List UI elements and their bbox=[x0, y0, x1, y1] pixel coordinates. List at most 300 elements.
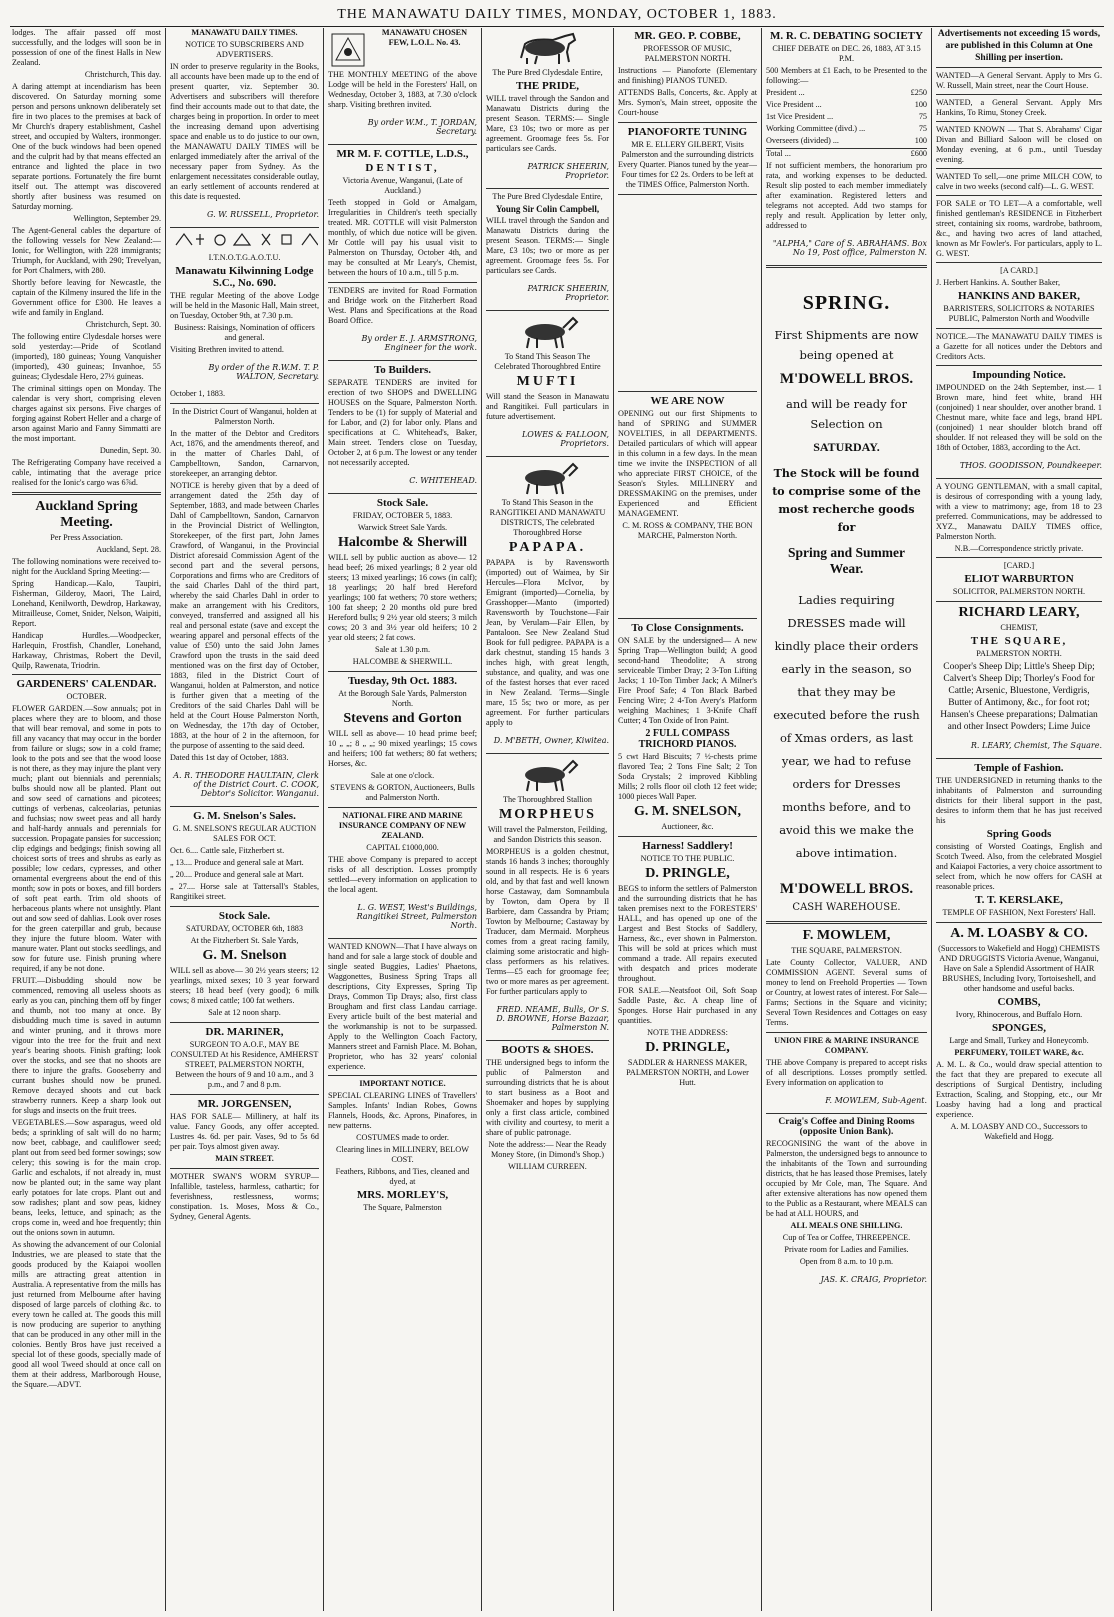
ad-body: SPECIAL CLEARING LINES of Travellers' Samples. Infants' Indian Robes, Gowns Flannels, Hoods, &c. Aprons, Pinafores, in new patterns. bbox=[328, 1091, 477, 1130]
dateline: Wellington, September 29. bbox=[73, 214, 161, 223]
ad-subheading: SADDLER & HARNESS MAKER, PALMERSTON NORTH, and Lower Hutt. bbox=[626, 1058, 749, 1087]
column-5 bbox=[614, 28, 762, 1611]
section-heading: GARDENERS' CALENDAR. bbox=[16, 678, 157, 690]
ad-signature: LOWES & FALLOON, Proprietors. bbox=[521, 430, 609, 448]
ad-subheading: PALMERSTON NORTH. bbox=[976, 649, 1062, 658]
ad-signature: C. WHITEHEAD. bbox=[409, 476, 477, 485]
snelson-sales-ad bbox=[170, 810, 319, 902]
ad-date: Dated this 1st day of October, 1883. bbox=[170, 753, 289, 762]
ad-body: NOTICE is hereby given that by a deed of arrangement dated the 25th day of September, 1883, and made between Charles Dahl of Campbelltown, Sandon, Carnarvon in the Provincial District of Wellington, Storekeeper, of the first part, John James Crawford, of Wanganui, in the Provincial District aforesaid Commission Agent of the second part and the several persons, Corporations and firms who are Creditors of the said Charles Dahl of the third part, whereby the said Charles Dahl in order to make an arrangement with his Creditors, conveyed, transferred and assigned all his real and personal estate (save and except the wearing apparel and personal effects of the value of £50) unto the said John James Crawford upon the trusts in the said deed mentioned was on the first day of October, 1883, filed in the District Court of Wanganui, holden at Palmerston, and notice is further given that a meeting of the Creditors of the said Charles Dahl will be held at the Court House Palmerston North, on Wednesday, the 17th day of October, 1883, at the hour of 2 in the afternoon, for the purpose of assenting to the said deed. bbox=[170, 481, 319, 750]
ad-body: Ivory, Rhinocerous, and Buffalo Horn. bbox=[955, 1010, 1083, 1019]
ad-subheading: Spring Goods bbox=[986, 828, 1052, 840]
ad-body: WILL travel through the Sandon and Manawatu Districts during the present Season. TERMS:— Single Mare, £3 10s; two or more as per agreement. Groomage fees 5s. For particulars see Cards. bbox=[486, 216, 609, 275]
classified-ad: FOR SALE or TO LET—A a comfortable, well finished gentleman's RESIDENCE in Fitzherbert street, containing six rooms, wardrobe, bathroom, &c., and having two acres of land attached, known as Mr Fowler's. For particulars, apply to L. G. WEST. bbox=[936, 199, 1102, 258]
divider bbox=[170, 1094, 319, 1095]
ad-time: Sale at one o'clock. bbox=[370, 771, 435, 780]
ad-address: NOTE THE ADDRESS: bbox=[647, 1028, 728, 1037]
prize-amount: 75 bbox=[918, 112, 927, 121]
ad-date: Tuesday, 9th Oct. 1883. bbox=[347, 675, 457, 687]
ad-signature: By order W.M., T. JORDAN, Secretary. bbox=[367, 118, 477, 136]
ad-subheading: PERFUMERY, TOILET WARE, &c. bbox=[954, 1048, 1084, 1057]
divider bbox=[618, 391, 757, 392]
ad-subheading: NOTICE TO SUBSCRIBERS AND ADVERTISERS. bbox=[185, 40, 304, 59]
divider bbox=[486, 753, 609, 754]
sale-line: „ 27.... Horse sale at Tattersall's Stables, Rangitikei street. bbox=[170, 882, 319, 901]
ad-body: MR E. ELLERY GILBERT, Visits Palmerston and the surrounding districts Every Quarter. Pianos tuned by the year—Four times for £2 2s. Orders to be left at the TIMES Office, Palmerston North. bbox=[618, 140, 757, 189]
sale-line: „ 13.... Produce and general sale at Mart. bbox=[170, 858, 304, 867]
blank-space bbox=[618, 198, 757, 388]
classified-ad: WANTED KNOWN — That S. Abrahams' Cigar Divan and Billiard Saloon will be closed on Monday evening, at 6 p.m., until Tuesday evening. bbox=[936, 125, 1102, 164]
pride-stallion-ad bbox=[486, 30, 609, 180]
ad-date: FRIDAY, OCTOBER 5, 1883. bbox=[352, 511, 453, 520]
divider bbox=[936, 195, 1102, 196]
ad-intro: To Stand This Season in the RANGITIKEI AND MANAWATU DISTRICTS, The celebrated Thoroughbred Horse bbox=[489, 498, 606, 537]
ad-body: BEGS to inform the settlers of Palmerston and the surrounding districts that he has taken premises next to the FORESTERS' HALL, and has opened up one of the Largest and Best Stocks of Saddlery, Harness, &c., ever shown in Palmerston. This will be sold at prices which must command a trade. All repairs executed with despatch and prices moderate throughout. bbox=[618, 884, 757, 983]
ad-heading: Stock Sale. bbox=[218, 910, 271, 922]
ad-heading: In the District Court of Wanganui, holden at Palmerston North. bbox=[172, 407, 317, 426]
divider bbox=[936, 557, 1102, 558]
prize-amount: £250 bbox=[910, 88, 927, 97]
temple-fashion-ad bbox=[936, 762, 1102, 918]
divider bbox=[936, 758, 1102, 759]
horse-icon bbox=[513, 460, 583, 496]
divider bbox=[12, 674, 161, 675]
ad-body: COSTUMES made to order. bbox=[356, 1133, 449, 1142]
national-insurance-ad bbox=[328, 811, 477, 930]
ad-heading: RICHARD LEARY, bbox=[958, 605, 1080, 620]
ad-signature: F. MOWLEM, Sub-Agent. bbox=[825, 1096, 927, 1105]
column-3 bbox=[324, 28, 482, 1611]
ad-heading: SPRING. bbox=[802, 292, 891, 314]
news-story: The following entire Clydesdale horses were sold yesterday:—Pride of Scotland (imported), 180 guineas; Young Vanquisher (imported), 430 guineas; Invanhoe, 55 guineas; Clydesdale Hero, 27½ guineas. bbox=[12, 332, 161, 381]
divider bbox=[936, 94, 1102, 95]
ad-subheading: Auctioneer, &c. bbox=[661, 822, 714, 831]
divider bbox=[486, 310, 609, 311]
ad-body: A. M. L. & Co., would draw special attention to the fact that they are prepared to execute all descriptions of Surgical Dentistry, including Extraction, Scaling, and Stopping, etc., our Mr Loasby having had a long and practical experience. bbox=[936, 1060, 1102, 1119]
prize-row bbox=[766, 136, 927, 146]
news-story: As showing the advancement of our Colonial Industries, we are pleased to state that the goods produced by the Kaiapoi woollen mills are attracting great attention in Australia. A representative from the mills has just returned from Melbourne after having disposed of large parcels of clothing &c. to every town he called at. The goods this mill is now producing are superior to anything that can be produced in any other mill in the colonies. Bently Bros have just received a special lot of these goods, specially made of good all wool Tweed should at once call on them at their address, Marlborough House, the Square.—ADVT. bbox=[12, 1240, 161, 1389]
ad-body: ATTENDS Balls, Concerts, &c. Apply at Mrs. Symon's, Main street, opposite the Court-house bbox=[618, 88, 757, 117]
ad-body: 5 cwt Hard Biscuits; 7 ½-chests prime flavored Tea; 2 Tons Fine Salt; 2 Ton Soda Crystals; 2 improved Kibbling Mills; 2 rolls floor oil cloth 12 feet wide; 1000 pieces Wall Paper. bbox=[618, 752, 757, 801]
divider bbox=[170, 1022, 319, 1023]
ad-address: Note the address:— Near the Ready Money Store, (in Dimond's Shop.) bbox=[488, 1140, 607, 1159]
ad-body: IMPOUNDED on the 24th September, inst.— 1 Brown mare, hind feet white, brand HH (conjoined) 1 near shoulder, over another brand. 1 Chestnut mare, white face and legs, brand HPL (conjoined) 1 near shoulder blotch brand off shoulder. If not released they will be sold on the 18th of October, 1883, according to the Act. bbox=[936, 383, 1102, 452]
ad-body: (Successors to Wakefield and Hogg) CHEMISTS AND DRUGGISTS Victoria Avenue, Wanganui, Have on Sale a Splendid Assortment of HAIR BRUSHES, Including Ivory, Tortoiseshell, and other handsome and useful backs. bbox=[938, 944, 1100, 993]
divider bbox=[618, 618, 757, 619]
ad-subheading: 2 FULL COMPASS TRICHORD PIANOS. bbox=[638, 728, 737, 750]
divider bbox=[936, 478, 1102, 479]
divider bbox=[936, 601, 1102, 602]
dateline: Dunedin, Sept. 30. bbox=[99, 446, 161, 455]
ad-signature: FRED. NEAME, Bulls, Or S. D. BROWNE, Horse Bazaar, Palmerston N. bbox=[496, 1005, 609, 1032]
divider bbox=[936, 328, 1102, 329]
news-story: The following nominations were received to-night for the Auckland Spring Meeting:— bbox=[12, 557, 161, 576]
ad-subheading: Spring and Summer Wear. bbox=[787, 545, 906, 576]
ad-heading: MANAWATU DAILY TIMES. bbox=[191, 28, 298, 37]
mowlem-ad bbox=[766, 928, 927, 1028]
pringle-saddler-ad bbox=[618, 840, 757, 1088]
mariner-ad bbox=[170, 1026, 319, 1090]
ad-body: THE regular Meeting of the above Lodge will be held in the Masonic Hall, Main street, on Tuesday, October 9th, at 7.30 p.m. bbox=[170, 291, 319, 320]
classified-ad: NOTICE.—The MANAWATU DAILY TIMES is a Gazette for all notices under the Debtors and Creditors Acts. bbox=[936, 332, 1102, 361]
ad-body: IN order to preserve regularity in the Books, all accounts have been made up to the end of present quarter, viz. September 30. Advertisers and subscribers will therefore find their accounts made out to that date, the charges being in proportion. In order to meet the increasing demand upon advertising space and enable us to do justice to our own, the MANAWATU DAILY TIMES will be enlarged immediately after the arrival of the necessary paper from Sydney. As the enlargement necessitates considerable outlay, an early settlement of accounts rendered at this date is requested. bbox=[170, 62, 319, 201]
divider bbox=[328, 807, 477, 808]
ad-body: WILL sell by public auction as above— 12 head beef; 26 mixed yearlings; 8 2 year old steers; 13 mixed yearlings; 16 cows (in calf); 18 yearlings; 20 half bred Hereford yearlings; 100 fat wethers; 70 store wethers; 100 fat sheep; 2 20 months old pure bred Hereford bulls; 9 2½ year old steers; 3 milch cows; 20 3 and 3½ year old heifers; 10 2 year old steers; 2 fat cows. bbox=[328, 553, 477, 642]
union-insurance-ad bbox=[766, 1036, 927, 1105]
ad-signature: C. M. ROSS & COMPANY, THE BON MARCHE, Palmerston North. bbox=[622, 521, 753, 540]
ad-heading: M. R. C. DEBATING SOCIETY bbox=[770, 30, 923, 42]
news-story: Handicap Hurdles.—Woodpecker, Harlequin, Frostfish, Chandler, Lonehand, Harkaway, Christmas, Robert the Devil, Quilp, Rawenata, Triodrin. bbox=[12, 631, 161, 670]
ad-signature: A. R. THEODORE HAULTAIN, Clerk of the District Court. C. COOK, Debtor's Solicitor. Wanganui. bbox=[173, 771, 319, 798]
prize-table bbox=[766, 88, 927, 159]
prize-row bbox=[766, 100, 927, 110]
ad-place: Warwick Street Sale Yards. bbox=[357, 523, 448, 532]
ad-heading: MR M. F. COTTLE, L.D.S., bbox=[336, 148, 469, 160]
ad-body: RECOGNISING the want of the above in Palmerston, the undersigned begs to announce to the inhabitants of the Town and surrounding districts, that he has leased those Premises, lately occupied by Mr Cole, man, The Square. And after extensive alterations has now opened them to the Public as a Restaurant, where MEALS can be had at ALL HOURS, and bbox=[766, 1139, 927, 1218]
ad-body: PAPAPA is by Ravensworth (imported) out of Waimea, by Sir Hercules—Flora McIvor, by Emigrant (imported)—Cornelia, by Grasshopper—Manto (imported) Ravensworth by Touchstone—Fair Jean, by Verulam—Fair Ellen, by Pantaloon. See New Zealand Stud Book for full pedigree. PAPAPA is a dark chestnut, standing 15 hands 3 inches high, with great length, substance, and quality, and was one of the fastest horses that ever raced in New Zealand. Terms—Single mare, 15 5s; two or more, as per agreement. For further particulars apply to bbox=[486, 558, 609, 727]
subheading: OCTOBER. bbox=[66, 692, 107, 701]
sale-line: Oct. 6.... Cattle sale, Fitzherbert st. bbox=[170, 846, 285, 855]
ad-heading: Young Sir Colin Campbell, bbox=[495, 204, 600, 214]
auctioneer-name: G. M. Snelson bbox=[202, 948, 287, 963]
we-are-now-ad bbox=[618, 395, 757, 541]
ad-body: SURGEON TO A.O.F., MAY BE CONSULTED At his Residence, AMHERST STREET, PALMERSTON NORTH, Between the hours of 9 and 10 a.m., and 3 p.m., and 7 and 8 p.m. bbox=[170, 1040, 319, 1089]
dateline: Auckland, Sept. 28. bbox=[96, 545, 161, 554]
card-label: [A CARD.] bbox=[1000, 266, 1038, 275]
warburton-ad bbox=[936, 561, 1102, 597]
divider bbox=[936, 121, 1102, 122]
divider bbox=[328, 938, 477, 939]
ad-body: Cup of Tea or Coffee, THREEPENCE. bbox=[782, 1233, 911, 1242]
tenders-ad bbox=[328, 286, 477, 352]
ad-heading: Craig's Coffee and Dining Rooms (opposite Union Bank). bbox=[778, 1117, 915, 1137]
wanted-known-ad: WANTED KNOWN—That I have always on hand and for sale a large stock of double and single seated Buggies, Ladies' Phaetons, Waggonettes, Business Spring Traps all descriptions, City Expresses, Spring Tip Drays, Common Tip Drays; also, first class Brougham and first class Landau carriage. Every article built of the best material and the workmanship is not to be surpassed. Apply to the Wellington Coach Factory, Manners street and Farnish Place. M. Bohan, Proprietor, who has 32 years' colonial experience. bbox=[328, 942, 477, 1071]
ad-subheading: Will travel the Palmerston, Feilding, and Sandon Districts this season. bbox=[487, 825, 608, 844]
lodge-symbol: I.T.N.O.T.G.A.O.T.U. bbox=[208, 253, 281, 262]
card-names: J. Herbert Hankins. A. Souther Baker, bbox=[936, 278, 1061, 287]
colin-campbell-ad bbox=[486, 192, 609, 302]
ad-signature: T. T. KERSLAKE, bbox=[975, 894, 1063, 906]
divider bbox=[328, 1075, 477, 1076]
ad-heading: THE PRIDE, bbox=[516, 80, 579, 92]
ad-heading: Impounding Notice. bbox=[972, 369, 1066, 381]
mcdowell-spring-ad bbox=[766, 272, 927, 917]
ad-heading: ELIOT WARBURTON bbox=[964, 573, 1074, 585]
ad-body: Teeth stopped in Gold or Amalgam, Irregularities in Children's teeth specially treated. MR. COTTLE will visit Palmerston monthly, of which due notice will be given. Mr Cottle will pay his usual visit to Palmerston on Thursday, October 4th, and may be consulted at Mr Leary's, Chemist, between the hours of 10 a.m., till 5 p.m. bbox=[328, 198, 477, 277]
dateline: Christchurch, This day. bbox=[84, 70, 161, 79]
cobbe-music-ad bbox=[618, 30, 757, 118]
ad-heading: MORPHEUS bbox=[499, 807, 596, 822]
ad-date: October 1, 1883. bbox=[170, 389, 226, 398]
ad-heading: To Close Consignments. bbox=[631, 622, 744, 634]
prize-label: Working Committee (divd.) ... bbox=[766, 124, 866, 133]
ad-day: SATURDAY. bbox=[813, 440, 880, 454]
ad-body: OPENING out our first Shipments to hand of SPRING and SUMMER NOVELTIES, in all DEPARTMENTS. Detailed particulars of which will appear in this column in a few days. In the mean time we invite the INSPECTION of all who appreciate FIRST CHOICE, of the Season's Styles. MILLINERY and DRESSMAKING on the premises, under Experienced and Efficient MANAGEMENT. bbox=[618, 409, 757, 518]
prize-row bbox=[766, 112, 927, 122]
ad-heading: A. M. LOASBY & CO. bbox=[950, 926, 1088, 941]
news-story: FRUIT.—Disbudding should now be commenced, removing all useless shoots as early as you can, pinching them off by finger and thumb, not too many at once. By disbudding much time is saved in autumn and winter pruning, and it throws more vigour into the tree for the fruit and next year's bearing shoots. Finish grafting; look over the stocks, and see that no shoots are there to injure the grafts. Gooseberry and currant bushes should now be pruned. Remove decayed shoots and cut back strawberry runners. Keep a sharp look out for slugs and insects on the fruit trees. bbox=[12, 976, 161, 1115]
classified-note: N.B.—Correspondence strictly private. bbox=[954, 544, 1084, 553]
debating-society-ad bbox=[766, 30, 927, 257]
ad-heading: G. M. Snelson's Sales. bbox=[193, 810, 296, 822]
ad-subheading: CHEMIST, bbox=[1000, 623, 1038, 632]
piano-tuning-ad bbox=[618, 126, 757, 190]
ad-heading: PAPAPA. bbox=[508, 540, 587, 555]
ad-body: Business: Raisings, Nomination of officers and general. bbox=[174, 323, 315, 342]
divider bbox=[936, 922, 1102, 923]
halcombe-stock-ad bbox=[328, 497, 477, 667]
horse-icon bbox=[513, 30, 583, 66]
ad-address: The Square, Palmerston bbox=[363, 1203, 442, 1212]
column-2 bbox=[166, 28, 324, 1611]
divider bbox=[328, 493, 477, 494]
ad-body: Clearing lines in MILLINERY, BELOW COST. bbox=[336, 1145, 469, 1164]
ad-heading: To Builders. bbox=[373, 364, 432, 376]
cottle-dentist-ad bbox=[328, 148, 477, 278]
prize-label: President ... bbox=[766, 88, 805, 97]
hankins-baker-ad bbox=[936, 266, 1102, 324]
prize-amount: 100 bbox=[914, 136, 927, 145]
jorgensen-ad bbox=[170, 1098, 319, 1164]
papapa-ad bbox=[486, 460, 609, 745]
dateline: Christchurch, Sept. 30. bbox=[85, 320, 161, 329]
ad-signature: D. M'BETH, Owner, Kiwitea. bbox=[493, 736, 609, 745]
ad-heading: WE ARE NOW bbox=[650, 395, 725, 407]
divider bbox=[618, 122, 757, 123]
ad-heading: Temple of Fashion. bbox=[974, 762, 1064, 774]
news-story: VEGETABLES.—Sow asparagus, weed old beds; a sprinkling of salt will do no harm; now beet, cabbage, and cauliflower seed; plant out from seed bed former sowings; sow celery; this sowing is for the main crop. Garlic and eschalots, if not already in, must now be planted out; in the same way plant early potatoes for late crops. Plant out and sow radishes; plant and sow peas, kidney beans, leeks, lettuce, and spinach; as the crops come in, weed and hoe frequently; thin out the onions sown in autumn. bbox=[12, 1118, 161, 1237]
stevens-gorton-ad bbox=[328, 675, 477, 803]
classified-ad: WANTED, a General Servant. Apply Mrs Hankins, To Rimu, Stoney Creek. bbox=[936, 98, 1102, 117]
horse-icon bbox=[513, 314, 583, 350]
ad-heading: HANKINS AND BAKER, bbox=[958, 290, 1080, 302]
ad-body: Feathers, Ribbons, and Ties, cleaned and dyed, at bbox=[335, 1167, 470, 1186]
auctioneer-name: Stevens and Gorton bbox=[343, 711, 462, 726]
ad-signature: By order of the R.W.M. T. P. WALTON, Secretary. bbox=[208, 363, 319, 381]
news-intro: lodges. The affair passed off most successfully, and the lodges will soon be in possession of one of the finest Halls in New Zealand. bbox=[12, 28, 161, 67]
ad-body: Will stand the Season in Manawatu and Rangitikei. Full particulars in future advertisement. bbox=[486, 392, 609, 421]
divider bbox=[766, 265, 927, 268]
ad-subheading: PROFESSOR OF MUSIC, PALMERSTON NORTH. bbox=[643, 44, 732, 63]
ad-heading: F. MOWLEM, bbox=[802, 928, 891, 943]
stock-sale-ad bbox=[170, 910, 319, 1018]
divider bbox=[170, 806, 319, 807]
ad-intro: To Stand This Season The Celebrated Thoroughbred Entire bbox=[494, 352, 601, 371]
prize-label: Overseers (divided) ... bbox=[766, 136, 839, 145]
divider bbox=[170, 906, 319, 907]
news-story: Shortly before leaving for Newcastle, the captain of the Kilmeny insured the life in the Government office for £300. He leaves a wife and family in England. bbox=[12, 278, 161, 317]
ad-subheading: G. M. SNELSON'S REGULAR AUCTION SALES FOR OCT. bbox=[172, 824, 317, 843]
news-story: A daring attempt at incendiarism has been discovered. On Saturday morning some person and persons unknown deliberately set fire in two places to the premises at back of Mr Church's drapery establishment, Cashel street, and occupied by Walters, ironmonger. One of the buck windows had been opened and the culprit had by that means effected an entrance and lighted the place in two separate portions. Fortunately the fire burnt itself out. The attempt was discovered shortly after business was resumed on Saturday morning. bbox=[12, 82, 161, 211]
lodge-ad bbox=[170, 231, 319, 399]
prize-row bbox=[766, 88, 927, 98]
divider bbox=[328, 360, 477, 361]
divider bbox=[12, 492, 161, 495]
ad-body: Visiting Brethren invited to attend. bbox=[170, 345, 284, 354]
divider bbox=[170, 227, 319, 228]
ad-subheading: SOLICITOR, PALMERSTON NORTH. bbox=[952, 587, 1086, 596]
news-story: Spring Handicap.—Kalo, Taupiri, Fisherman, Gilderoy, Maori, The Laird, Lonehand, Kenilworth, Dewdrop, Harkaway, Mitrailleuse, Comet, Snider, Nelson, Waipiti, Report. bbox=[12, 579, 161, 628]
prize-amount: 75 bbox=[918, 124, 927, 133]
ad-signature: "ALPHA," Care of S. ABRAHAMS. Box No 19, Post office, Palmerston N. bbox=[772, 239, 927, 257]
column-7 bbox=[932, 28, 1106, 1611]
divider bbox=[766, 1113, 927, 1114]
ad-subheading: THE SQUARE, bbox=[970, 635, 1068, 647]
ad-body: THE UNDERSIGNED in returning thanks to the inhabitants of Palmerston and surrounding districts for their liberal support in the past, desires to inform them that he has just received his bbox=[936, 776, 1102, 825]
ad-intro: The Pure Bred Clydesdale Entire, bbox=[492, 68, 603, 77]
ad-signature: JAS. K. CRAIG, Proprietor. bbox=[820, 1275, 927, 1284]
ad-time: Sale at 1.30 p.m. bbox=[374, 645, 431, 654]
divider bbox=[936, 262, 1102, 263]
divider bbox=[486, 1040, 609, 1041]
divider bbox=[486, 456, 609, 457]
blank-space bbox=[618, 545, 757, 615]
divider bbox=[618, 194, 757, 195]
ad-subheading: NOTICE TO THE PUBLIC. bbox=[640, 854, 735, 863]
ad-signature: L. G. WEST, West's Buildings, Rangitikei Street, Palmerston North. bbox=[356, 903, 477, 930]
ad-heading: PIANOFORTE TUNING bbox=[627, 126, 748, 138]
ad-body: consisting of Worsted Coatings, English and Scotch Tweed. Also, from the celebrated Mosgiel and Kaiapoi Factories, a very choice assortment to select from, which he now offers for CASH at reasonable prices. bbox=[936, 842, 1102, 891]
ad-body: and will be ready for Selection on bbox=[786, 397, 907, 431]
ad-subheading: CHIEF DEBATE on DEC. 26, 1883, AT 3.15 P.M. bbox=[772, 44, 921, 63]
notice-subscribers bbox=[170, 28, 319, 219]
classified-ad: A YOUNG GENTLEMAN, with a small capital, is desirous of corresponding with a young lady, with a view to matrimony; age, from 18 to 23 preferred. Communications, may be addressed to XYZ., Manawatu DAILY TIMES office, Palmerston North. bbox=[936, 482, 1102, 541]
divider bbox=[328, 671, 477, 672]
ad-heading: MUFTI bbox=[516, 374, 579, 389]
boots-shoes-ad bbox=[486, 1044, 609, 1172]
masthead-title: THE MANAWATU DAILY TIMES, MONDAY, OCTOBER 1, 1883. bbox=[337, 7, 777, 22]
divider bbox=[486, 188, 609, 189]
divider bbox=[618, 836, 757, 837]
ad-intro: The Thoroughbred Stallion bbox=[503, 795, 592, 804]
news-story: FLOWER GARDEN.—Sow annuals; pot in places where they are to bloom, and those that will bear removal, and some in pots to fill any vacancy that may occur in the border from failure or slugs; sow in a cold frame; look to the pots and see that the wood loose is not there, as they may injure the plant very much; plant out biennials and perennials; bulbs should now all be planted. Plant out and sow seed of carnations and picotees; cuttings of verbenas, calceolarias, petunias and fuchsias; now sweet peas and all hardy and half-hardy annuals and perennials for succession. Propagate pansies for succession; clip edgings and bedgings; finish sowing all choicest sorts of trees and shrubs as early as possible; low cedars, cypresses, and other ornamental evergreens about the end of this month; sow in pots or boxes, and fill borders of soft peat earth. Trim old shoots of herbaceous plants where not unsightly. Plant out and sow seed of dahlias. Look over roses for the green caterpillar and grub, because they injure the future bloom. Water with manure water. Plant out stocks seedlings, and sow for future use. Finish pruning where required, if any be not done. bbox=[12, 704, 161, 973]
ad-heading: IMPORTANT NOTICE. bbox=[359, 1079, 446, 1088]
ad-body: Ladies requiring DRESSES made will kindly place their orders early in the season, so that they may be executed before the rush of Xmas orders, as last year, we had to refuse orders for Dresses months before, and to avoid this we make the above intimation. bbox=[773, 593, 920, 860]
ad-signature: By order E. J. ARMSTRONG, Engineer for the work. bbox=[361, 334, 477, 352]
ad-heading: MANAWATU CHOSEN FEW, L.O.L. No. 43. bbox=[381, 28, 468, 47]
ad-body: THE above Company is prepared to accept risks of all descriptions. Losses promptly settled. Every information on application to bbox=[766, 1058, 927, 1087]
ad-body: 500 Members at £1 Each, to be Presented to the following:— bbox=[766, 66, 927, 85]
loasby-ad bbox=[936, 926, 1102, 1142]
ad-signature: THOS. GOODISSON, Poundkeeper. bbox=[959, 461, 1102, 470]
section-heading: Auckland Spring Meeting. bbox=[35, 499, 138, 530]
ad-address: MAIN STREET. bbox=[215, 1154, 274, 1163]
ad-body: WILL sell as above— 10 head prime beef; 10 „ „; 8 „ „; 90 mixed yearlings; 15 cows and heifers; 100 fat wethers; 80 fat wethers; Horses, &c. bbox=[328, 729, 477, 768]
prize-amount: £600 bbox=[910, 149, 927, 158]
ad-signature: A. M. LOASBY AND CO., Successors to Wakefield and Hogg. bbox=[950, 1122, 1088, 1141]
masthead bbox=[10, 4, 1104, 27]
ad-date: SATURDAY, OCTOBER 6th, 1883 bbox=[186, 924, 303, 933]
ad-body: WILL travel through the Sandon and Manawatu Districts during the present Season. TERMS:— Single Mare, £3 10s; two or more as per agreement. Groomage fees 5s. For particulars see Cards. bbox=[486, 94, 609, 153]
ad-body: The Stock will be found to comprise some of the most recherche goods for bbox=[772, 467, 921, 534]
press-credit: Per Press Association. bbox=[50, 533, 123, 542]
ad-subheading: COMBS, bbox=[997, 996, 1041, 1008]
ad-body: Instructions — Pianoforte (Elementary and finishing) PIANOS TUNED. bbox=[618, 66, 757, 85]
ad-body: ON SALE by the undersigned— A new Spring Trap—Wellington build; A good second-hand Theodolite; A strong serviceable Timber Dray; 2 3-Ton Lifting Jacks; 1 10-Ton Timber Jack; A Milner's Fire Proof Safe; 4 Ton Black Barbed Fencing Wire; 2 4-Ton Avery's Platform weighing Machines; 1 3-Knife Chaff Cutter; 4 Ton Oxide of Iron Paint. bbox=[618, 636, 757, 725]
divider bbox=[936, 67, 1102, 68]
ad-body: THE above Company is prepared to accept risks of all description. Losses promptly settled—every information on application to the local agent. bbox=[328, 855, 477, 894]
divider bbox=[936, 168, 1102, 169]
column-4 bbox=[482, 28, 614, 1611]
ad-subheading: SPONGES, bbox=[991, 1022, 1047, 1034]
ad-heading: MR. GEO. P. COBBE, bbox=[634, 30, 741, 42]
ad-body: THE MONTHLY MEETING of the above Lodge will be held in the Foresters' Hall, on Wednesday, October 3, 1883, at 7.30 o'clock sharp. Visiting brethren invited. bbox=[328, 70, 477, 109]
horse-icon bbox=[513, 757, 583, 793]
classified-ad: WANTED—A General Servant. Apply to Mrs G. W. Russell, Main street, near the Court House. bbox=[936, 71, 1102, 90]
ad-signature: D. PRINGLE, bbox=[645, 1040, 730, 1055]
ad-heading: MR. JORGENSEN, bbox=[197, 1098, 292, 1110]
ad-signature: STEVENS & GORTON, Auctioneers, Bulls and Palmerston North. bbox=[330, 783, 475, 802]
ad-signature: G. M. SNELSON, bbox=[634, 804, 741, 819]
ad-signature: PATRICK SHEERIN, Proprietor. bbox=[527, 284, 609, 302]
ad-address: Victoria Avenue, Wanganui, (Late of Auckland.) bbox=[342, 176, 463, 195]
divider bbox=[170, 1168, 319, 1169]
ad-heading: Manawatu Kilwinning Lodge S.C., No. 690. bbox=[175, 265, 314, 289]
ad-heading: Stock Sale. bbox=[376, 497, 429, 509]
ad-heading: D. PRINGLE, bbox=[645, 866, 730, 881]
divider bbox=[328, 144, 477, 145]
ad-body: TENDERS are invited for Road Formation and Bridge work on the Fitzherbert Road West. Plans and Specifications at the Road Board Office. bbox=[328, 286, 477, 325]
ad-heading: BOOTS & SHOES. bbox=[501, 1044, 594, 1056]
ad-signature: R. LEARY, Chemist, The Square. bbox=[970, 741, 1102, 750]
prize-label: Total ... bbox=[766, 149, 791, 158]
ad-body: THE undersigned begs to inform the public of Palmerston and surrounding districts that he is about to start business as a Boot and Shoemaker and hopes by supplying only a first class article, combined with civility and courtesy, to merit a share of public patronage. bbox=[486, 1058, 609, 1137]
ad-body: BARRISTERS, SOLICITORS & NOTARIES PUBLIC, Palmerston North and Woodville bbox=[943, 304, 1095, 323]
divider bbox=[766, 1032, 927, 1033]
ad-body: If not sufficient members, the honorarium pro rata, and working expenses to be deducted. Result slip posted to each member immediately after examination. Registered letters and telegrams not accepted. Add two stamps for reply and result. Application by letter only, addressed to bbox=[766, 161, 927, 230]
column-1 bbox=[8, 28, 166, 1611]
ad-signature: WILLIAM CURREEN. bbox=[508, 1162, 587, 1171]
ad-heading: UNION FIRE & MARINE INSURANCE COMPANY. bbox=[774, 1036, 919, 1055]
ad-signature: MRS. MORLEY'S, bbox=[356, 1189, 449, 1201]
ad-signature: G. W. RUSSELL, Proprietor. bbox=[206, 210, 319, 219]
ad-subheading: CAPITAL £1000,000. bbox=[366, 843, 439, 852]
ad-intro: The Pure Bred Clydesdale Entire, bbox=[492, 192, 603, 201]
ad-subheading: THE SQUARE, PALMERSTON. bbox=[791, 946, 902, 955]
morpheus-ad bbox=[486, 757, 609, 1032]
mufti-ad bbox=[486, 314, 609, 448]
ad-body: SEPARATE TENDERS are invited for erection of two SHOPS and DWELLING HOUSES on the Square, Palmerston North. Tenders to be (1) for supply of Material and for Labor, and (2) for labor only. Plans and specifications at C. Whitehead's, Baker, Main street. Tenders close on Tuesday, October 2, at 6 p.m. The lowest or any tender not necessarily accepted. bbox=[328, 378, 477, 467]
masonic-symbols-icon bbox=[170, 231, 318, 249]
ad-signature: PATRICK SHEERIN, Proprietor. bbox=[527, 162, 609, 180]
firm-name: M'DOWELL BROS. bbox=[779, 881, 914, 897]
chosen-few-ad bbox=[328, 28, 477, 136]
ad-body: Private room for Ladies and Families. bbox=[784, 1245, 909, 1254]
ad-body: Late County Collector, VALUER, AND COMMISSION AGENT. Several sums of money to lend on Freehold Properties — Town or Country, at lowest rates of interest. For Sale—Farms; Sections in the Square and vicinity; Several Town Residences and Cottages on easy Terms. bbox=[766, 958, 927, 1027]
ad-body: In the matter of the Debtor and Creditors Act, 1876, and the amendments thereof, and in the matter of Charles Dahl, of Campbelltown, Sandon, Carnarvon, storekeeper, an arranging debtor. bbox=[170, 429, 319, 478]
craig-coffee-ad bbox=[766, 1117, 927, 1284]
leary-chemist-ad bbox=[936, 605, 1102, 750]
card-label: [CARD.] bbox=[1003, 561, 1035, 570]
ad-subheading: CASH WAREHOUSE. bbox=[792, 902, 901, 913]
court-notice bbox=[170, 407, 319, 798]
divider bbox=[936, 365, 1102, 366]
auctioneer-name: Halcombe & Sherwill bbox=[337, 535, 468, 550]
lodge-emblem-icon bbox=[328, 30, 368, 70]
close-consignments-ad bbox=[618, 622, 757, 832]
ad-body: First Shipments are now being opened at bbox=[774, 328, 919, 362]
prize-amount: 100 bbox=[914, 100, 927, 109]
ad-highlight: ALL MEALS ONE SHILLING. bbox=[790, 1221, 903, 1230]
ad-place: At the Fitzherbert St. Sale Yards, bbox=[190, 936, 299, 945]
impounding-notice bbox=[936, 369, 1102, 470]
ad-time: Sale at 12 noon sharp. bbox=[208, 1008, 281, 1017]
morley-ad bbox=[328, 1079, 477, 1213]
ad-subheading: DENTIST, bbox=[365, 162, 440, 174]
ad-place: At the Borough Sale Yards, Palmerston North. bbox=[338, 689, 467, 708]
news-story: The criminal sittings open on Monday. The calendar is very short, comprising eleven charges against six persons. Five charges of forging against Robert Heller and a charge of arson against Mario and Fanny Simmatti are the most important. bbox=[12, 384, 161, 443]
divider bbox=[766, 921, 927, 924]
